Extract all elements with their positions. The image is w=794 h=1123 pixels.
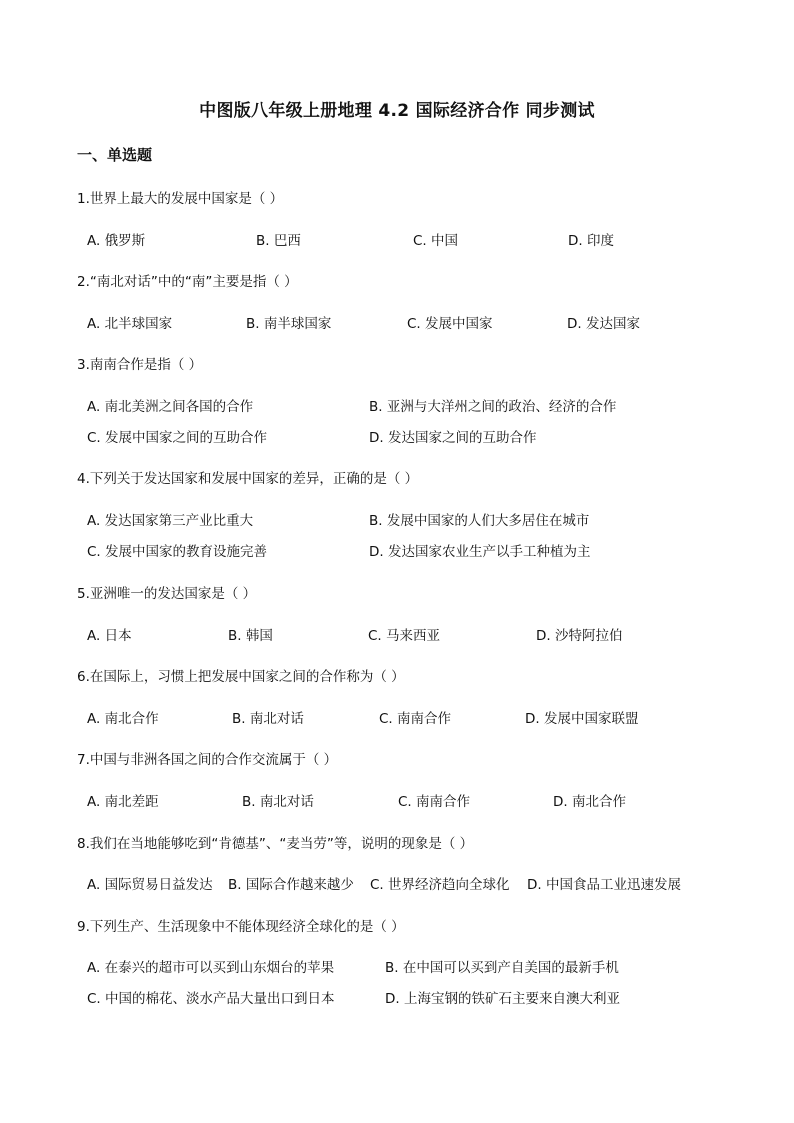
question-5-option-d: D. 沙特阿拉伯 xyxy=(536,628,623,644)
question-8-stem: 8.我们在当地能够吃到“肯德基”、“麦当劳”等，说明的现象是（ ） xyxy=(77,836,474,852)
question-9-option-d: D. 上海宝钢的铁矿石主要来自澳大利亚 xyxy=(385,991,620,1007)
question-2-option-b: B. 南半球国家 xyxy=(246,316,332,332)
question-7-option-b: B. 南北对话 xyxy=(242,794,314,810)
question-5-option-c: C. 马来西亚 xyxy=(368,628,441,644)
question-9-option-b: B. 在中国可以买到产自美国的最新手机 xyxy=(385,960,619,976)
question-6-option-a: A. 南北合作 xyxy=(87,711,159,727)
question-4-option-a: A. 发达国家第三产业比重大 xyxy=(87,513,254,529)
question-6-option-d: D. 发展中国家联盟 xyxy=(525,711,639,727)
question-3-option-c: C. 发展中国家之间的互助合作 xyxy=(87,430,268,446)
question-5-option-b: B. 韩国 xyxy=(228,628,273,644)
question-8-option-c: C. 世界经济趋向全球化 xyxy=(370,877,510,893)
question-4-stem: 4.下列关于发达国家和发展中国家的差异，正确的是（ ） xyxy=(77,471,419,487)
question-1-option-d: D. 印度 xyxy=(568,233,614,249)
question-9-option-c: C. 中国的棉花、淡水产品大量出口到日本 xyxy=(87,991,335,1007)
question-6-option-c: C. 南南合作 xyxy=(379,711,452,727)
question-8-option-a: A. 国际贸易日益发达 xyxy=(87,877,213,893)
question-6-option-b: B. 南北对话 xyxy=(232,711,304,727)
question-3-stem: 3.南南合作是指（ ） xyxy=(77,357,203,373)
question-4-option-c: C. 发展中国家的教育设施完善 xyxy=(87,544,268,560)
question-6-stem: 6.在国际上，习惯上把发展中国家之间的合作称为（ ） xyxy=(77,669,405,685)
question-7-option-c: C. 南南合作 xyxy=(398,794,471,810)
question-7-option-a: A. 南北差距 xyxy=(87,794,159,810)
question-1-option-a: A. 俄罗斯 xyxy=(87,233,146,249)
section-heading: 一、单选题 xyxy=(77,146,153,164)
question-2-option-c: C. 发展中国家 xyxy=(407,316,493,332)
question-1-option-b: B. 巴西 xyxy=(256,233,301,249)
question-8-option-d: D. 中国食品工业迅速发展 xyxy=(527,877,681,893)
question-8-option-b: B. 国际合作越来越少 xyxy=(228,877,354,893)
question-9-option-a: A. 在泰兴的超市可以买到山东烟台的苹果 xyxy=(87,960,335,976)
question-4-option-d: D. 发达国家农业生产以手工种植为主 xyxy=(369,544,591,560)
question-7-stem: 7.中国与非洲各国之间的合作交流属于（ ） xyxy=(77,752,338,768)
question-1-option-c: C. 中国 xyxy=(413,233,459,249)
question-2-option-d: D. 发达国家 xyxy=(567,316,640,332)
question-1-stem: 1.世界上最大的发展中国家是（ ） xyxy=(77,191,284,207)
question-2-stem: 2.“南北对话”中的“南”主要是指（ ） xyxy=(77,274,298,290)
question-3-option-a: A. 南北美洲之间各国的合作 xyxy=(87,399,254,415)
question-3-option-d: D. 发达国家之间的互助合作 xyxy=(369,430,537,446)
page-title: 中图版八年级上册地理 4.2 国际经济合作 同步测试 xyxy=(199,101,595,121)
question-5-option-a: A. 日本 xyxy=(87,628,132,644)
question-9-stem: 9.下列生产、生活现象中不能体现经济全球化的是（ ） xyxy=(77,919,405,935)
question-2-option-a: A. 北半球国家 xyxy=(87,316,173,332)
question-5-stem: 5.亚洲唯一的发达国家是（ ） xyxy=(77,586,257,602)
question-3-option-b: B. 亚洲与大洋州之间的政治、经济的合作 xyxy=(369,399,617,415)
question-7-option-d: D. 南北合作 xyxy=(553,794,626,810)
question-4-option-b: B. 发展中国家的人们大多居住在城市 xyxy=(369,513,590,529)
